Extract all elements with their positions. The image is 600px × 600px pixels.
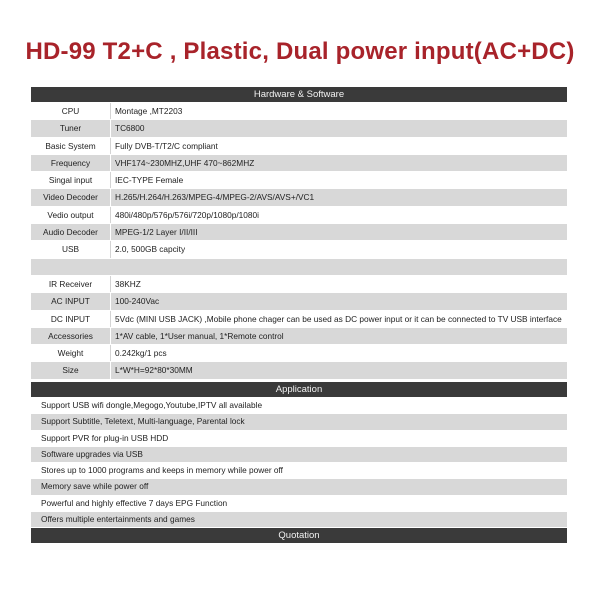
application-item: Software upgrades via USB bbox=[31, 447, 567, 463]
spec-row-label: Weight bbox=[31, 345, 111, 361]
spec-row-label: CPU bbox=[31, 103, 111, 119]
spec-row bbox=[31, 362, 567, 379]
spec-row-label: Video Decoder bbox=[31, 189, 111, 205]
spec-row bbox=[31, 103, 567, 120]
spec-row-value: Fully DVB-T/T2/C compliant bbox=[115, 140, 218, 151]
spec-spacer-row bbox=[31, 259, 567, 276]
spec-row bbox=[31, 138, 567, 155]
spec-row bbox=[31, 241, 567, 258]
spec-row-label: AC INPUT bbox=[31, 293, 111, 309]
spec-row-value: 480i/480p/576p/576i/720p/1080p/1080i bbox=[115, 209, 259, 220]
spec-row-value: 1*AV cable, 1*User manual, 1*Remote control bbox=[115, 330, 284, 341]
spec-row-label: Singal input bbox=[31, 172, 111, 188]
spec-row bbox=[31, 120, 567, 137]
spec-row bbox=[31, 172, 567, 189]
spec-row-label: Frequency bbox=[31, 155, 111, 171]
spec-row-label: Vedio output bbox=[31, 207, 111, 223]
spec-row bbox=[31, 189, 567, 206]
spec-row bbox=[31, 311, 567, 328]
spec-row-value: VHF174~230MHZ,UHF 470~862MHZ bbox=[115, 157, 255, 168]
application-item: Support PVR for plug-in USB HDD bbox=[31, 431, 567, 447]
application-item: Support USB wifi dongle,Megogo,Youtube,IPTV all available bbox=[31, 398, 567, 414]
spec-row-label: Tuner bbox=[31, 120, 111, 136]
spec-row-label: Size bbox=[31, 362, 111, 378]
spec-row-value: H.265/H.264/H.263/MPEG-4/MPEG-2/AVS/AVS+/VC1 bbox=[115, 192, 315, 203]
spec-row-value: 100-240Vac bbox=[115, 296, 160, 307]
application-table bbox=[31, 382, 567, 544]
spec-row bbox=[31, 155, 567, 172]
application-item: Memory save while power off bbox=[31, 479, 567, 495]
page-title: HD-99 T2+C , Plastic, Dual power input(AC+DC) bbox=[25, 38, 575, 65]
spec-row bbox=[31, 328, 567, 345]
spec-row-label: Basic System bbox=[31, 138, 111, 154]
spec-rows-group-2 bbox=[31, 276, 567, 380]
spec-row-value: 2.0, 500GB capcity bbox=[115, 244, 186, 255]
spec-row-value: 38KHZ bbox=[115, 278, 141, 289]
quotation-footer: Quotation bbox=[31, 528, 567, 544]
spec-row-value: 0.242kg/1 pcs bbox=[115, 348, 167, 359]
spec-row-value: Montage ,MT2203 bbox=[115, 106, 183, 116]
application-header: Application bbox=[31, 382, 567, 398]
spec-row bbox=[31, 276, 567, 293]
spec-rows-group-1 bbox=[31, 103, 567, 259]
spec-table-header: Hardware & Software bbox=[31, 87, 567, 103]
spec-row bbox=[31, 293, 567, 310]
application-item: Support Subtitle, Teletext, Multi-language, Parental lock bbox=[31, 414, 567, 430]
spec-row-label: IR Receiver bbox=[31, 276, 111, 292]
spec-row-value: IEC-TYPE Female bbox=[115, 175, 184, 186]
spec-row bbox=[31, 207, 567, 224]
spec-row-label: Accessories bbox=[31, 328, 111, 344]
spec-row-value: MPEG-1/2 Layer I/II/III bbox=[115, 227, 198, 238]
application-item: Powerful and highly effective 7 days EPG Function bbox=[31, 496, 567, 512]
spec-row bbox=[31, 224, 567, 241]
spec-row-label: DC INPUT bbox=[31, 311, 111, 327]
spec-row-value: 5Vdc (MINI USB JACK) ,Mobile phone chager can be used as DC power input or it can be connected to TV USB interface bbox=[115, 313, 562, 324]
spec-row-value: TC6800 bbox=[115, 123, 145, 134]
application-item: Stores up to 1000 programs and keeps in memory while power off bbox=[31, 463, 567, 479]
spec-row-value: L*W*H=92*80*30MM bbox=[115, 365, 193, 376]
spec-row-label: Audio Decoder bbox=[31, 224, 111, 240]
spec-row bbox=[31, 345, 567, 362]
spec-row-label: USB bbox=[31, 241, 111, 257]
application-list bbox=[31, 398, 567, 528]
application-item: Offers multiple entertainments and games bbox=[31, 512, 567, 528]
spec-table bbox=[31, 87, 567, 396]
